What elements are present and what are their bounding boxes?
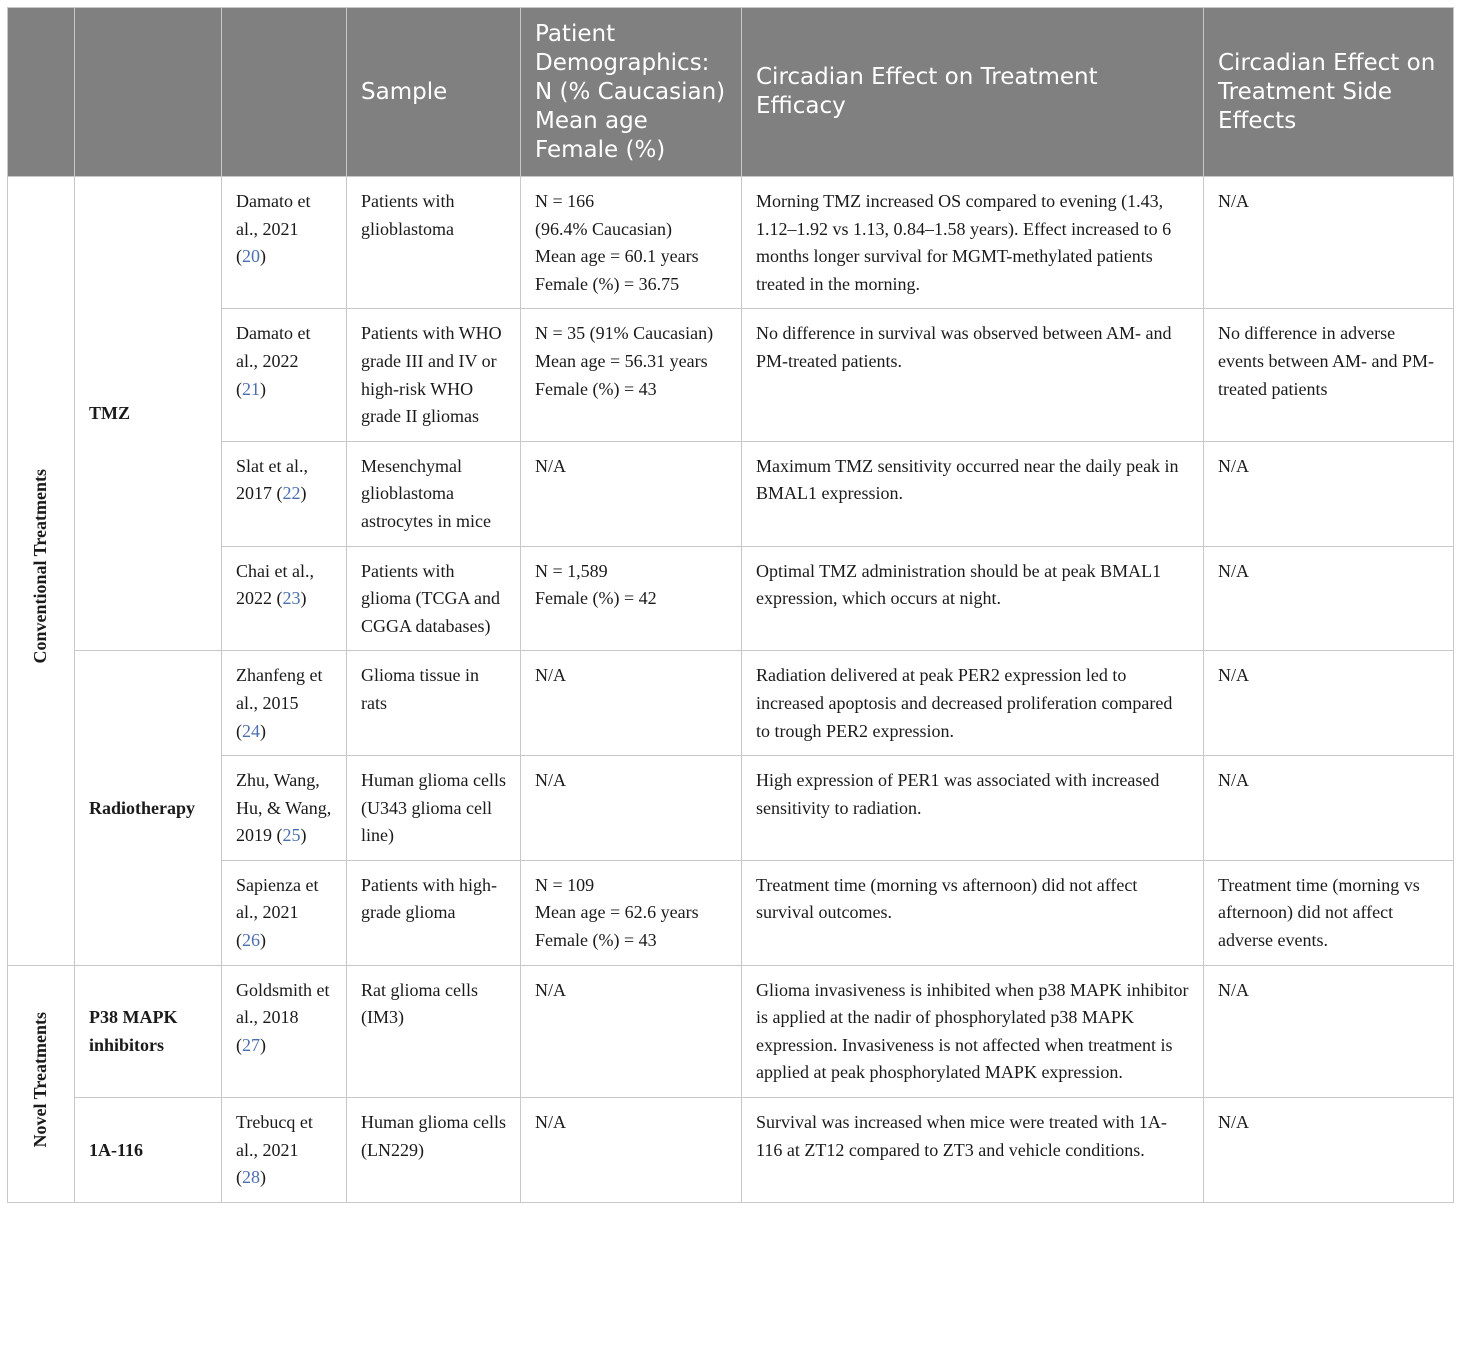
side-effects-cell: N/A xyxy=(1204,546,1454,651)
sample-cell: Patients with glioblastoma xyxy=(347,177,521,309)
demographics-cell xyxy=(521,756,742,861)
reference-link[interactable]: 20 xyxy=(242,246,260,267)
study-table xyxy=(7,7,1454,1203)
study-text: Sapienza et al., 2021 xyxy=(236,874,319,923)
treatment-tmz: TMZ xyxy=(75,177,222,651)
demographics-cell xyxy=(521,1098,742,1203)
demo-line: N = 1,589 xyxy=(535,560,608,581)
study-text: Slat et al., 2017 xyxy=(236,455,308,504)
sample-cell: Human glioma cells (LN229) xyxy=(347,1098,521,1203)
table-row xyxy=(8,309,1454,441)
demographics-cell xyxy=(521,309,742,441)
study-text: Zhanfeng et al., 2015 xyxy=(236,665,323,713)
group-label: Conventional Treatments xyxy=(30,469,51,664)
sample-cell: Mesenchymal glioblastoma astrocytes in mice xyxy=(347,441,521,546)
table-row xyxy=(8,860,1454,965)
reference-link[interactable]: 28 xyxy=(242,1167,260,1188)
demo-line: Female (%) = 36.75 xyxy=(535,273,680,294)
demo-line: N/A xyxy=(535,770,566,791)
demo-line: Mean age = 56.31 years xyxy=(535,350,708,371)
study-text: Damato et al., 2021 xyxy=(236,191,311,239)
treatment-radiotherapy: Radiotherapy xyxy=(75,651,222,965)
demo-line: N/A xyxy=(535,455,566,476)
demographics-cell xyxy=(521,546,742,651)
efficacy-cell: Treatment time (morning vs afternoon) did not affect survival outcomes. xyxy=(742,860,1204,965)
demo-line: N = 166 xyxy=(535,191,595,211)
header-side-effects: Circadian Effect on Treatment Side Effects xyxy=(1204,8,1454,177)
side-effects-cell: N/A xyxy=(1204,965,1454,1097)
demo-line: N = 35 (91% Caucasian) xyxy=(535,323,714,344)
study-cell: Damato et al., 2022 (21) xyxy=(222,309,347,441)
demographics-cell xyxy=(521,965,742,1097)
efficacy-cell: Morning TMZ increased OS compared to evening (1.43, 1.12–1.92 vs 1.13, 0.84–1.58 years). Effect increased to 6 months longer survival for MGMT-methylated patients treated in the morning. xyxy=(742,177,1204,309)
study-text: Goldsmith et al., 2018 xyxy=(236,979,330,1028)
demo-line: Female (%) = 42 xyxy=(535,588,657,609)
header-treatment xyxy=(75,8,222,177)
reference-link[interactable]: 23 xyxy=(282,588,301,609)
reference-link[interactable]: 27 xyxy=(242,1034,260,1055)
demographics-cell xyxy=(521,860,742,965)
side-effects-cell: No difference in adverse events between AM- and PM-treated patients xyxy=(1204,309,1454,441)
header-efficacy: Circadian Effect on Treatment Efficacy xyxy=(742,8,1204,177)
table-row xyxy=(8,651,1454,756)
reference-link[interactable]: 25 xyxy=(282,825,301,846)
sample-cell: Human glioma cells (U343 glioma cell line) xyxy=(347,756,521,861)
header-row xyxy=(8,8,1454,177)
study-cell: Zhanfeng et al., 2015 (24) xyxy=(222,651,347,756)
sample-cell: Patients with glioma (TCGA and CGGA databases) xyxy=(347,546,521,651)
table-row xyxy=(8,965,1454,1097)
demo-line: Mean age = 62.6 years xyxy=(535,902,699,923)
treatment-1a-116: 1A-116 xyxy=(75,1098,222,1203)
efficacy-cell: High expression of PER1 was associated with increased sensitivity to radiation. xyxy=(742,756,1204,861)
efficacy-cell: Radiation delivered at peak PER2 expression led to increased apoptosis and decreased proliferation compared to trough PER2 expression. xyxy=(742,651,1204,756)
study-cell: Zhu, Wang, Hu, & Wang, 2019 (25) xyxy=(222,756,347,861)
table-row xyxy=(8,756,1454,861)
demo-line: N/A xyxy=(535,665,566,686)
efficacy-cell: Glioma invasiveness is inhibited when p38 MAPK inhibitor is applied at the nadir of phosphorylated p38 MAPK expression. Invasiveness is not affected when treatment is applied at peak phosphorylated MAPK expression. xyxy=(742,965,1204,1097)
study-text: Trebucq et al., 2021 xyxy=(236,1112,313,1160)
header-sample: Sample xyxy=(347,8,521,177)
table-row xyxy=(8,546,1454,651)
efficacy-cell: Maximum TMZ sensitivity occurred near the daily peak in BMAL1 expression. xyxy=(742,441,1204,546)
reference-link[interactable]: 22 xyxy=(282,483,301,504)
study-cell: Goldsmith et al., 2018 (27) xyxy=(222,965,347,1097)
demographics-cell xyxy=(521,177,742,309)
side-effects-cell: N/A xyxy=(1204,177,1454,309)
study-cell: Slat et al., 2017 (22) xyxy=(222,441,347,546)
study-text: Chai et al., 2022 xyxy=(236,560,314,609)
demo-line: N/A xyxy=(535,1112,566,1133)
treatment-p38: P38 MAPK inhibitors xyxy=(75,965,222,1097)
sample-cell: Patients with high-grade glioma xyxy=(347,860,521,965)
demographics-cell xyxy=(521,651,742,756)
demo-line: N/A xyxy=(535,979,566,1000)
demo-line: Female (%) = 43 xyxy=(535,378,657,399)
study-cell: Trebucq et al., 2021 (28) xyxy=(222,1098,347,1203)
header-group xyxy=(8,8,75,177)
efficacy-cell: Survival was increased when mice were treated with 1A-116 at ZT12 compared to ZT3 and vehicle conditions. xyxy=(742,1098,1204,1203)
side-effects-cell: N/A xyxy=(1204,651,1454,756)
reference-link[interactable]: 26 xyxy=(242,930,260,951)
demo-line: Female (%) = 43 xyxy=(535,930,657,951)
group-label: Novel Treatments xyxy=(30,1011,51,1148)
study-cell: Damato et al., 2021 (20) xyxy=(222,177,347,309)
side-effects-cell: N/A xyxy=(1204,441,1454,546)
efficacy-cell: No difference in survival was observed between AM- and PM-treated patients. xyxy=(742,309,1204,441)
table-row xyxy=(8,1098,1454,1203)
study-text: Damato et al., 2022 xyxy=(236,323,311,371)
table-row xyxy=(8,177,1454,309)
demo-line: Mean age = 60.1 years xyxy=(535,246,699,267)
sample-cell: Patients with WHO grade III and IV or high-risk WHO grade II gliomas xyxy=(347,309,521,441)
reference-link[interactable]: 24 xyxy=(242,720,260,741)
group-conventional xyxy=(8,177,75,966)
demo-line: N = 109 xyxy=(535,874,595,895)
reference-link[interactable]: 21 xyxy=(242,378,260,399)
header-demographics: Patient Demographics: N (% Caucasian) Mean age Female (%) xyxy=(521,8,742,177)
sample-cell: Glioma tissue in rats xyxy=(347,651,521,756)
demographics-cell xyxy=(521,441,742,546)
study-cell: Chai et al., 2022 (23) xyxy=(222,546,347,651)
side-effects-cell: Treatment time (morning vs afternoon) did not affect adverse events. xyxy=(1204,860,1454,965)
demo-line: (96.4% Caucasian) xyxy=(535,218,672,239)
side-effects-cell: N/A xyxy=(1204,756,1454,861)
study-text: Zhu, Wang, Hu, & Wang, 2019 xyxy=(236,770,332,846)
sample-cell: Rat glioma cells (IM3) xyxy=(347,965,521,1097)
group-novel xyxy=(8,965,75,1202)
header-study xyxy=(222,8,347,177)
study-cell: Sapienza et al., 2021 (26) xyxy=(222,860,347,965)
efficacy-cell: Optimal TMZ administration should be at peak BMAL1 expression, which occurs at night. xyxy=(742,546,1204,651)
table-row xyxy=(8,441,1454,546)
side-effects-cell: N/A xyxy=(1204,1098,1454,1203)
